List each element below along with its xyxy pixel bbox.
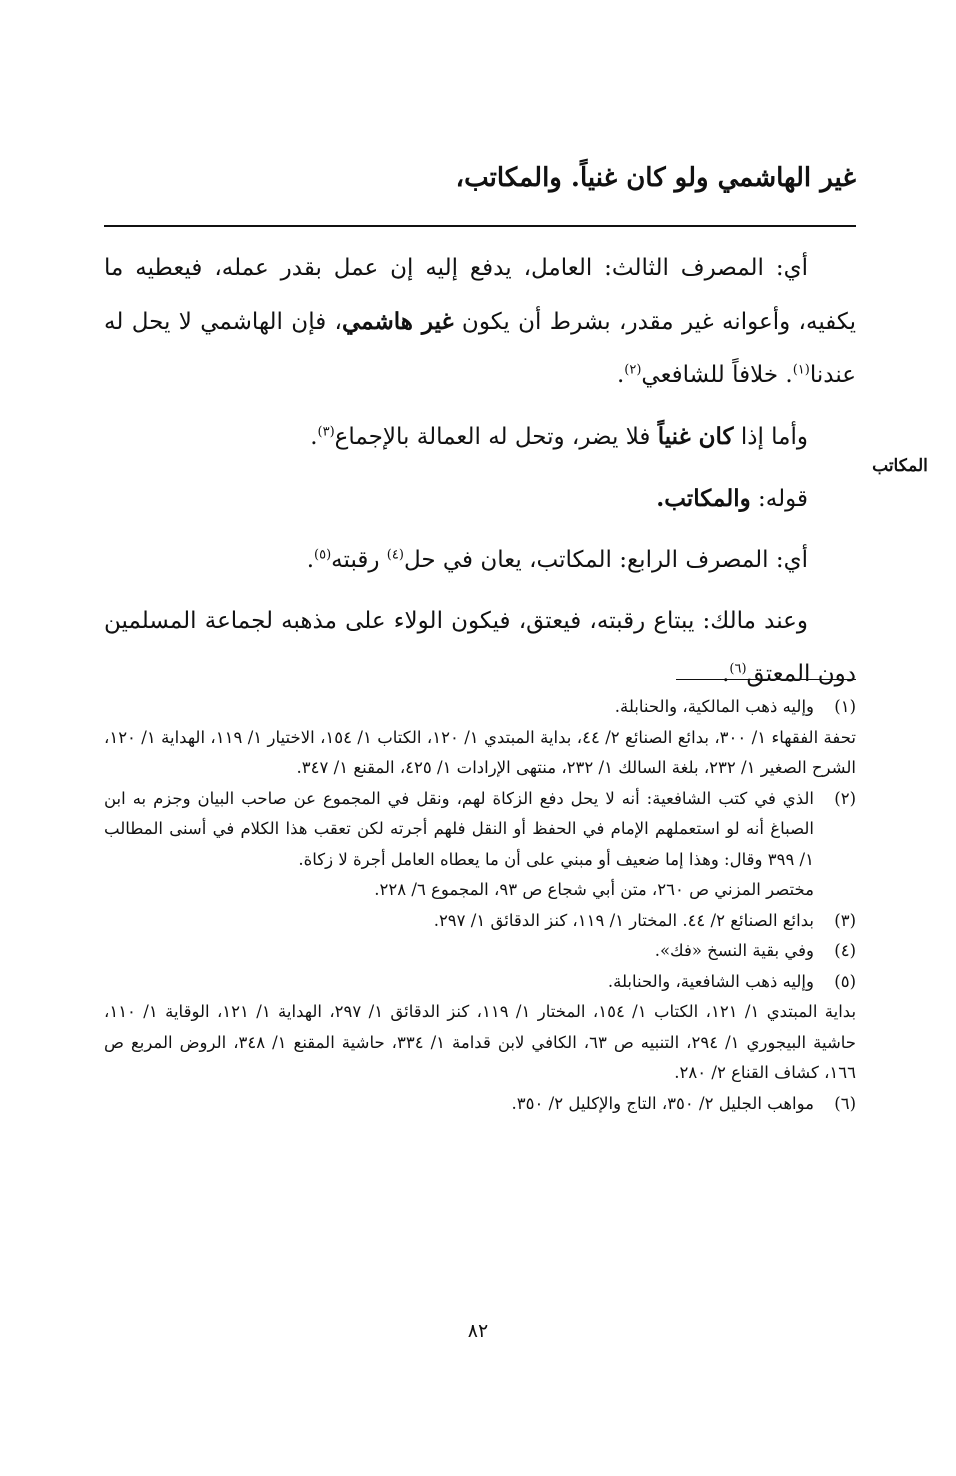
- paragraph-3: [104, 472, 856, 526]
- text-run: ، فإن الهاشمي لا يحل له عندنا: [104, 309, 856, 388]
- text-run: وأما إذا: [733, 424, 808, 450]
- footnote-divider: [676, 679, 856, 680]
- text-run: .: [722, 661, 730, 687]
- footnote-4: [104, 936, 856, 967]
- footnote-ref[interactable]: (٢): [624, 362, 642, 378]
- footnote-text: بدائع الصنائع ٢/ ٤٤. المختار ١/ ١١٩، كنز الدقائق ١/ ٢٩٧.: [433, 910, 814, 930]
- footnote-ref[interactable]: (٣): [317, 424, 335, 440]
- footnote-5: [104, 967, 856, 998]
- text-run: .: [306, 547, 315, 573]
- paragraph-1: [104, 242, 856, 402]
- matn-heading: غير الهاشمي ولو كان غنياً. والمكاتب،: [455, 163, 856, 193]
- bold-matn-phrase: غير هاشمي: [341, 308, 454, 335]
- margin-note: المكاتب: [872, 456, 928, 476]
- footnote-sources: بداية المبتدي ١/ ١٢١، الكتاب ١/ ١٥٤، المختار ١/ ١١٩، كنز الدقائق ١/ ٢٩٧، الهداية ١/ ١٢١، الوقاية ١/ ١١٠، حاشية البيجوري ١/ ٢٩٤، التنبيه ص ٦٣، الكافي لابن قدامة ١/ ٣٣٤، حاشية المقنع ١/ ٣٤٨، الروض المربع ص ١٦٦، كشاف القناع ٢/ ٢٨٠.: [104, 1002, 857, 1082]
- footnote-text: وإليه ذهب الشافعية، والحنابلة.: [607, 971, 814, 991]
- footnote-2: [104, 784, 856, 876]
- footnote-ref[interactable]: (٤): [386, 547, 404, 563]
- text-run: أي: المصرف الرابع: المكاتب، يعان في حل: [403, 547, 808, 573]
- text-run: .: [616, 362, 625, 388]
- footnote-sources: مختصر المزني ص ٢٦٠، متن أبي شجاع ص ٩٣، المجموع ٦/ ٢٢٨.: [374, 880, 814, 899]
- footnote-sources: تحفة الفقهاء ١/ ٣٠٠، بدائع الصنائع ٢/ ٤٤، بداية المبتدي ١/ ١٢٠، الكتاب ١/ ١٥٤، الاختيار ١/ ١١٩، الهداية ١/ ١٢٠، الشرح الصغير ١/ ٢٣٢، بلغة السالك ١/ ٢٣٢، منتهى الإرادات ١/ ٤٢٥، المقنع ١/ ٣٤٧.: [104, 727, 856, 777]
- footnote-text: وإليه ذهب المالكية، والحنابلة.: [614, 697, 814, 716]
- page-number: ٨٢: [467, 1320, 489, 1342]
- text-run: فلا يضر، وتحل له العمالة بالإجماع: [334, 424, 658, 450]
- bold-matn-phrase: كان غنياً: [657, 423, 734, 450]
- footnote-ref[interactable]: (٥): [314, 547, 332, 563]
- footnote-1: [104, 692, 856, 723]
- text-run: رقبته: [331, 547, 387, 573]
- paragraph-5: [104, 595, 856, 701]
- bold-matn-phrase: والمكاتب.: [656, 485, 751, 512]
- text-run: . خلافاً للشافعي: [641, 362, 793, 388]
- footnote-number: (١): [834, 697, 856, 716]
- footnote-text: وفي بقية النسخ «فك».: [654, 941, 814, 960]
- paragraph-4: [104, 534, 856, 587]
- footnote-number: (٦): [834, 1093, 856, 1113]
- paragraph-2: [104, 410, 856, 464]
- text-run: .: [310, 424, 318, 450]
- footnote-ref[interactable]: (٦): [729, 661, 747, 677]
- footnote-ref[interactable]: (١): [792, 362, 810, 378]
- text-run: وعند مالك: يبتاع رقبته، فيعتق، فيكون الولاء على مذهبه لجماعة المسلمين دون المعتق: [104, 608, 856, 687]
- footnote-3: [104, 906, 856, 937]
- footnote-text: الذي في كتب الشافعية: أنه لا يحل دفع الزكاة لهم، ونقل في المجموع عن صاحب البيان وجزم به ابن الصباغ أنه لو استعملهم الإمام في الحفظ أو النقل فلهم أجرته لكن تعقب هذا الكلام في أسنى المطالب ١/ ٣٩٩ وقال: وهذا إما ضعيف أو مبني على أن ما يعطاه العامل أجرة لا زكاة.: [104, 788, 814, 869]
- footnote-number: (٣): [834, 910, 856, 930]
- text-run: قوله:: [750, 486, 808, 512]
- footnote-number: (٤): [834, 941, 856, 960]
- footnote-6: [104, 1089, 856, 1120]
- footnotes: [104, 692, 856, 1119]
- commentary-body: [104, 242, 856, 709]
- text-run: أي: المصرف الثالث: العامل، يدفع إليه إن عمل بقدر عمله، فيعطيه ما يكفيه، وأعوانه غير مقدر، بشرط أن يكون: [104, 255, 856, 335]
- footnote-number: (٥): [834, 971, 856, 991]
- footnote-number: (٢): [834, 788, 856, 808]
- matn-divider: [104, 225, 856, 227]
- footnote-text: مواهب الجليل ٢/ ٣٥٠، التاج والإكليل ٢/ ٣٥٠.: [511, 1093, 814, 1113]
